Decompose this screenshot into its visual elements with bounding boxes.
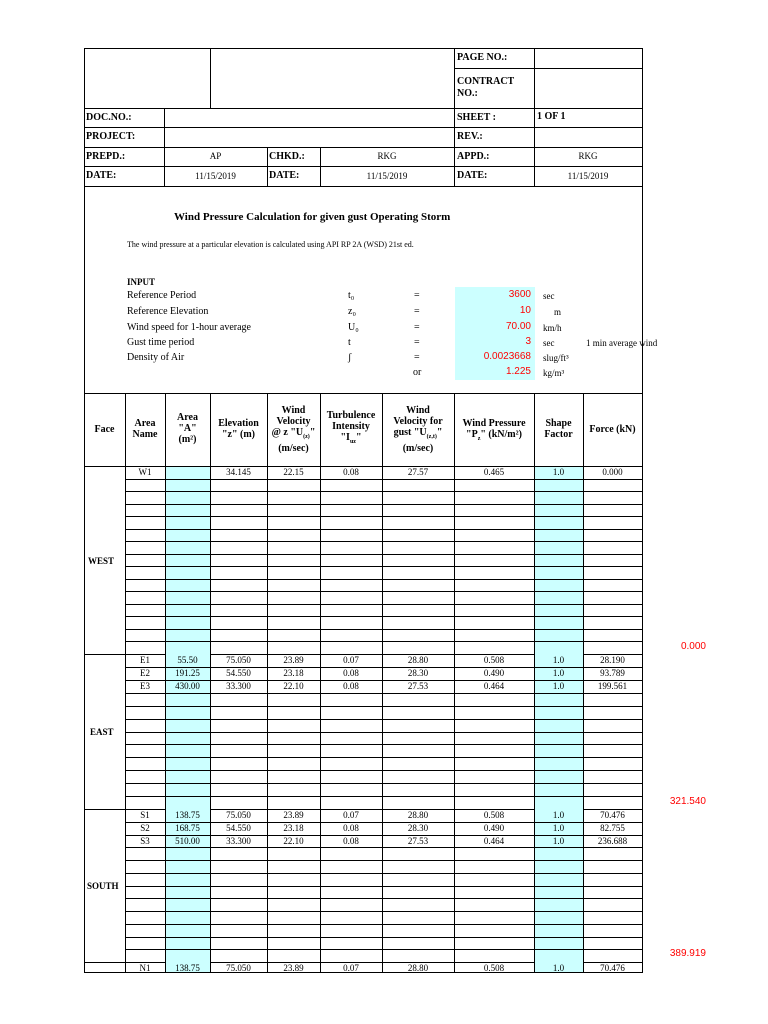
table-cell: 0.508 [483,655,505,665]
row-line [125,796,643,797]
table-cell: 34.145 [226,467,251,477]
table-cell: E1 [140,655,150,665]
table-cell: 54.550 [226,823,251,833]
prepd-value: AP [209,151,222,161]
table-cell: 0.464 [483,681,505,691]
table-cell: 1.0 [552,655,565,665]
date-label-1: DATE: [86,170,117,181]
row-line [125,847,643,848]
date-value-3: 11/15/2019 [567,171,609,181]
input-note: 1 min average wind [586,338,658,348]
table-cell: 75.050 [226,810,251,820]
table-cell: 1.0 [552,668,565,678]
input-unit: km/h [543,323,562,333]
chkd-value: RKG [377,151,397,161]
table-cell: 0.07 [343,810,359,820]
table-cell: 1.0 [552,963,565,973]
input-value: 10 [519,305,531,316]
table-cell: 0.000 [602,467,623,477]
input-symbol: U₀ [348,322,359,333]
row-line [125,898,643,899]
or-label: or [413,367,422,378]
input-symbol: z₀ [348,306,356,317]
input-symbol: ʃ [348,352,352,363]
input-unit: sec [543,338,555,348]
table-cell: 28.30 [407,823,429,833]
table-cell: 1.0 [552,836,565,846]
row-line [125,949,643,950]
table-cell: 75.050 [226,655,251,665]
table-cell: S1 [140,810,150,820]
row-line [125,937,643,938]
table-cell: 510.00 [175,836,200,846]
date-value-1: 11/15/2019 [195,171,236,181]
row-line [125,706,643,707]
row-line [125,860,643,861]
table-cell: 0.07 [343,655,359,665]
prepd-label: PREPD.: [86,151,126,162]
table-cell: 23.18 [283,668,304,678]
input-symbol: t [348,337,351,348]
row-line [125,873,643,874]
table-cell: 0.464 [483,836,505,846]
appd-label: APPD.: [457,151,490,162]
face-east-label: EAST [90,727,114,737]
west-total: 0.000 [680,641,706,652]
table-cell: 28.30 [407,668,429,678]
table-cell: 27.57 [407,467,429,477]
input-value: 70.00 [505,321,531,332]
row-line [125,604,643,605]
header-wind-velocity: Wind Velocity @ z "$U_{(z)}$" (m/sec) [271,405,316,454]
table-cell: 28.190 [600,655,625,665]
input-equals: = [414,306,420,317]
east-total: 321.540 [669,796,706,807]
header-pressure: Wind Pressure "$P_z$" (kN/m²) [462,418,526,442]
input-name: Gust time period [127,337,195,348]
project-label: PROJECT: [86,131,136,142]
table-cell: 1.0 [552,467,565,477]
row-line [125,504,643,505]
row-line [125,641,643,642]
table-cell: 0.08 [343,836,359,846]
input-equals: = [414,322,420,333]
row-line [125,579,643,580]
rev-label: REV.: [457,131,483,142]
table-cell: 93.789 [600,668,625,678]
row-line [125,516,643,517]
header-shape: Shape Factor [544,418,573,440]
row-line [125,757,643,758]
density-si-unit: kg/m³ [543,368,565,378]
face-south-label: SOUTH [87,881,119,891]
chkd-label: CHKD.: [269,151,305,162]
table-cell: E2 [140,668,150,678]
table-cell: 0.465 [483,467,505,477]
table-cell: 54.550 [226,668,251,678]
row-line [125,911,643,912]
input-value: 3600 [508,289,531,300]
table-cell: 0.508 [483,810,505,820]
row-line [125,744,643,745]
table-cell: 23.89 [283,963,304,973]
table-cell: 27.53 [407,836,429,846]
header-gust-velocity: Wind Velocity for gust "$U_{(z,t)}$" (m/sec) [393,405,443,454]
input-label: INPUT [127,277,156,287]
row-line [125,719,643,720]
table-cell: S2 [140,823,150,833]
input-equals: = [414,337,420,348]
row-line [125,566,643,567]
table-cell: 430.00 [175,681,200,691]
input-unit: sec [543,291,555,301]
page-no-label: PAGE NO.: [457,52,508,63]
row-line [125,770,643,771]
row-line [125,541,643,542]
header-turbulence: Turbulence Intensity "$I_{uz}$" [326,410,376,445]
sheet-label: SHEET : [457,112,496,123]
table-cell: 28.80 [407,963,429,973]
table-cell: 1.0 [552,810,565,820]
row-line [125,491,643,492]
row-line [125,554,643,555]
table-cell: 138.75 [175,810,200,820]
header-elevation: Elevation "z" (m) [218,418,259,440]
header-area: Area "A" (m²) [177,412,198,445]
input-name: Reference Period [127,290,197,301]
calc-description: The wind pressure at a particular elevation is calculated using API RP 2A (WSD) 21st ed. [127,240,414,249]
appd-value: RKG [578,151,598,161]
south-total: 389.919 [669,948,706,959]
table-cell: 0.07 [343,963,359,973]
header-force: Force (kN) [589,424,636,435]
input-unit: m [554,307,562,317]
row-line [125,886,643,887]
table-cell: 0.490 [483,823,505,833]
table-cell: 138.75 [175,963,200,973]
table-cell: 22.15 [283,467,304,477]
table-cell: 23.89 [283,655,304,665]
table-cell: 33.300 [226,681,251,691]
input-unit: slug/ft³ [543,353,569,363]
table-cell: 168.75 [175,823,200,833]
table-cell: 236.688 [597,836,628,846]
row-line [125,629,643,630]
input-name: Reference Elevation [127,306,209,317]
date-label-3: DATE: [457,170,488,181]
row-line [125,616,643,617]
input-symbol: t₀ [348,290,355,301]
sheet-value: 1 OF 1 [537,111,566,122]
table-cell: 22.10 [283,681,304,691]
table-cell: 0.08 [343,823,359,833]
table-cell: 0.490 [483,668,505,678]
date-value-2: 11/15/2019 [366,171,408,181]
table-cell: 75.050 [226,963,251,973]
table-cell: 22.10 [283,836,304,846]
table-cell: 199.561 [597,681,628,691]
row-line [125,529,643,530]
table-cell: 23.89 [283,810,304,820]
table-cell: 0.08 [343,681,359,691]
table-cell: 0.08 [343,668,359,678]
input-value: 3 [525,336,531,347]
table-cell: 82.755 [600,823,625,833]
input-name: Density of Air [127,352,185,363]
input-value: 0.0023668 [483,351,531,362]
row-line [125,479,643,480]
table-cell: W1 [138,467,152,477]
table-cell: 27.53 [407,681,429,691]
row-line [125,693,643,694]
row-line [125,591,643,592]
input-equals: = [414,352,420,363]
table-cell: E3 [140,681,150,691]
input-name: Wind speed for 1-hour average [127,322,251,333]
density-si-value: 1.225 [505,366,531,377]
table-cell: 70.476 [600,810,625,820]
table-cell: 33.300 [226,836,251,846]
row-line [125,924,643,925]
header-face: Face [94,424,115,435]
table-cell: 1.0 [552,681,565,691]
doc-no-label: DOC.NO.: [86,112,132,123]
table-cell: 23.18 [283,823,304,833]
row-line [125,783,643,784]
date-label-2: DATE: [269,170,300,181]
table-cell: 55.50 [177,655,198,665]
contract-no-label: CONTRACT NO.: [457,76,515,99]
table-cell: S3 [140,836,150,846]
table-cell: 0.508 [483,963,505,973]
row-line [125,732,643,733]
table-cell: 191.25 [175,668,200,678]
table-cell: 70.476 [600,963,625,973]
face-west-label: WEST [88,556,115,566]
table-cell: 28.80 [407,810,429,820]
calc-title: Wind Pressure Calculation for given gust Operating Storm [174,211,451,223]
table-cell: 28.80 [407,655,429,665]
table-cell: 0.08 [343,467,359,477]
header-area-name: Area Name [132,418,158,440]
table-cell: N1 [139,963,151,973]
table-cell: 1.0 [552,823,565,833]
input-equals: = [414,290,420,301]
